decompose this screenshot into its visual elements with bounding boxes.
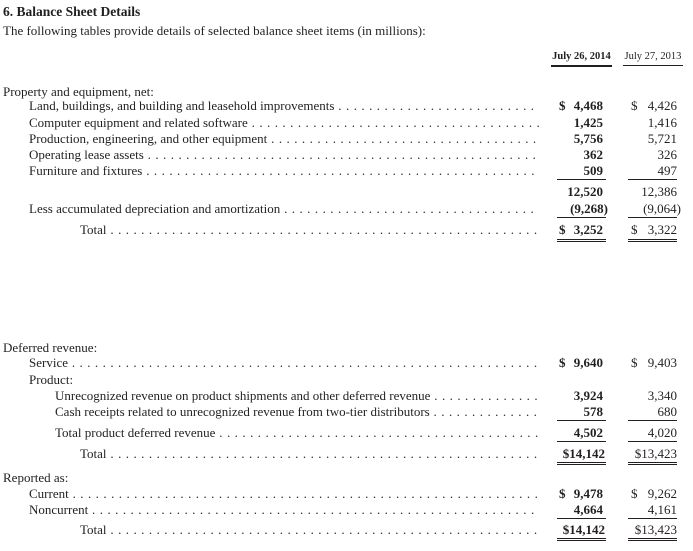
reported-current-label: Current . . . — [29, 486, 539, 501]
ppe-row-prior — [631, 115, 677, 130]
dollar-sign: $ — [631, 486, 638, 501]
ppe-row-current — [559, 163, 603, 178]
product-row-current — [559, 388, 603, 403]
value: $13,423 — [634, 522, 677, 537]
value: $14,142 — [562, 446, 605, 461]
value: 4,664 — [573, 502, 603, 517]
ppe-total-prior — [631, 222, 677, 237]
ppe-row-prior — [631, 163, 677, 178]
dollar-sign: $ — [631, 98, 638, 113]
value: 4,468 — [573, 98, 603, 113]
value: 4,502 — [573, 425, 603, 440]
intro-text: The following tables provide details of selected balance sheet items (in millions): — [3, 23, 426, 38]
product-total-label: Total product deferred revenue . . . — [55, 425, 539, 440]
total-rule — [628, 441, 677, 442]
dollar-sign: $ — [631, 222, 638, 237]
double-underline — [628, 239, 677, 242]
value: 12,386 — [641, 184, 677, 199]
double-underline — [557, 239, 606, 242]
ppe-row-current — [559, 98, 603, 113]
total-rule — [557, 518, 606, 519]
value: 497 — [657, 163, 677, 178]
value: 3,252 — [573, 222, 603, 237]
value: 4,426 — [647, 98, 677, 113]
product-total-current — [559, 425, 603, 440]
section-title: 6. Balance Sheet Details — [3, 4, 141, 19]
deferred-total-prior — [631, 446, 677, 461]
reported-noncurrent-label: Noncurrent . . . — [29, 502, 539, 517]
value: (9,268) — [570, 201, 608, 216]
product-heading: Product: — [29, 372, 74, 387]
value: 326 — [657, 147, 677, 162]
deferred-total-current — [559, 446, 605, 461]
product-row-prior — [631, 388, 677, 403]
column-header-current: July 26, 2014 — [551, 51, 612, 67]
ppe-less-current — [559, 201, 608, 216]
dollar-sign: $ — [559, 222, 566, 237]
dollar-sign: $ — [559, 486, 566, 501]
value: 509 — [583, 163, 603, 178]
ppe-row-label: Computer equipment and related software . . . — [29, 115, 539, 130]
value: 4,020 — [647, 425, 677, 440]
ppe-subtotal-prior — [631, 184, 677, 199]
ppe-row-label: Land, buildings, and building and leasehold improvements . . . — [29, 98, 539, 113]
value: 5,756 — [573, 131, 603, 146]
ppe-total-current — [559, 222, 603, 237]
value: 3,322 — [647, 222, 677, 237]
value: 578 — [583, 404, 603, 419]
ppe-heading: Property and equipment, net: — [3, 84, 154, 99]
dollar-sign: $ — [559, 355, 566, 370]
total-rule — [628, 518, 677, 519]
reported-total-label: Total . . . — [80, 522, 539, 537]
reported-current-current — [559, 486, 603, 501]
reported-heading: Reported as: — [3, 470, 69, 485]
double-underline — [557, 462, 606, 465]
product-total-prior — [631, 425, 677, 440]
ppe-less-prior — [631, 201, 681, 216]
double-underline — [628, 538, 677, 541]
ppe-less-label: Less accumulated depreciation and amortization . . . — [29, 201, 539, 216]
double-underline — [628, 462, 677, 465]
deferred-total-label: Total . . . — [80, 446, 539, 461]
reported-total-current — [559, 522, 605, 537]
deferred-service-label: Service . . . — [29, 355, 539, 370]
value: $14,142 — [562, 522, 605, 537]
value: (9,064) — [643, 201, 681, 216]
total-rule — [557, 217, 606, 218]
ppe-row-current — [559, 115, 603, 130]
value: 9,262 — [647, 486, 677, 501]
value: 1,416 — [647, 115, 677, 130]
ppe-row-label: Furniture and fixtures . . . — [29, 163, 539, 178]
subtotal-rule — [557, 420, 606, 421]
value: 12,520 — [567, 184, 603, 199]
reported-total-prior — [631, 522, 677, 537]
product-row-label: Cash receipts related to unrecognized revenue from two-tier distributors . . . — [55, 404, 539, 419]
dollar-sign: $ — [559, 98, 566, 113]
value: 1,425 — [573, 115, 603, 130]
reported-noncurrent-current — [559, 502, 603, 517]
deferred-service-current — [559, 355, 603, 370]
ppe-row-current — [559, 147, 603, 162]
ppe-row-label: Production, engineering, and other equipment . . . — [29, 131, 539, 146]
value: 362 — [583, 147, 603, 162]
ppe-subtotal-current — [559, 184, 603, 199]
total-rule — [557, 441, 606, 442]
ppe-row-prior — [631, 131, 677, 146]
ppe-row-prior — [631, 98, 677, 113]
reported-noncurrent-prior — [631, 502, 677, 517]
double-underline — [557, 538, 606, 541]
product-row-prior — [631, 404, 677, 419]
ppe-row-label: Operating lease assets . . . — [29, 147, 539, 162]
product-row-current — [559, 404, 603, 419]
product-row-label: Unrecognized revenue on product shipments and other deferred revenue . . . — [55, 388, 539, 403]
value: 9,478 — [573, 486, 603, 501]
value: 3,924 — [573, 388, 603, 403]
subtotal-rule — [628, 179, 677, 180]
deferred-heading: Deferred revenue: — [3, 340, 98, 355]
reported-current-prior — [631, 486, 677, 501]
ppe-total-label: Total . . . — [80, 222, 539, 237]
value: 9,403 — [647, 355, 677, 370]
column-header-prior: July 27, 2013 — [623, 51, 683, 66]
value: 680 — [657, 404, 677, 419]
deferred-service-prior — [631, 355, 677, 370]
ppe-row-prior — [631, 147, 677, 162]
subtotal-rule — [557, 179, 606, 180]
total-rule — [628, 217, 677, 218]
value: 4,161 — [647, 502, 677, 517]
value: $13,423 — [634, 446, 677, 461]
subtotal-rule — [628, 420, 677, 421]
value: 5,721 — [647, 131, 677, 146]
ppe-row-current — [559, 131, 603, 146]
value: 3,340 — [647, 388, 677, 403]
dollar-sign: $ — [631, 355, 638, 370]
value: 9,640 — [573, 355, 603, 370]
